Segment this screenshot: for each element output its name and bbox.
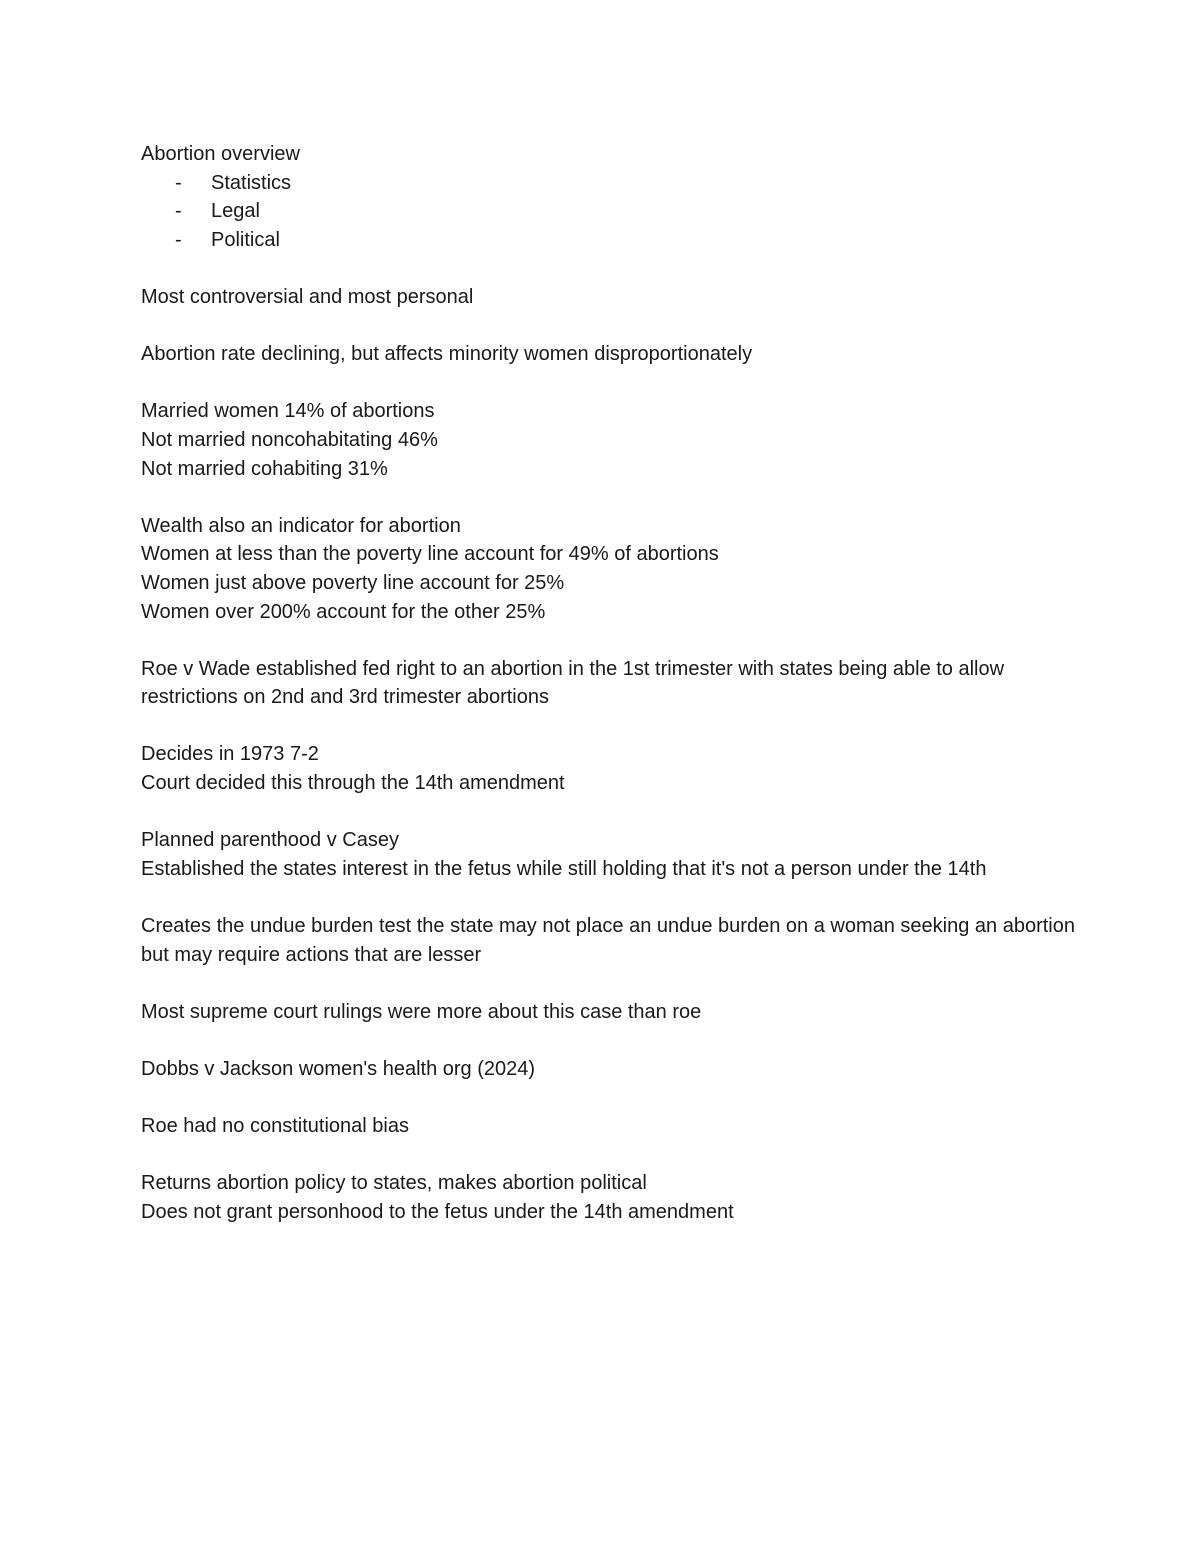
bullet-marker: - bbox=[175, 228, 182, 251]
paragraph-line: Planned parenthood v Casey bbox=[141, 829, 399, 852]
paragraph-line: Women just above poverty line account for 25% bbox=[141, 571, 565, 594]
paragraph-line: Not married cohabiting 31% bbox=[141, 457, 388, 480]
paragraph-line: Creates the undue burden test the state may not place an undue burden on a woman seeking an abortion but may require actions that are lesser bbox=[141, 915, 1081, 966]
paragraph-line: Returns abortion policy to states, makes abortion political bbox=[141, 1172, 647, 1195]
paragraph-line: Most supreme court rulings were more about this case than roe bbox=[141, 1000, 702, 1023]
paragraph-line: Established the states interest in the fetus while still holding that it's not a person under the 14th bbox=[141, 857, 987, 880]
paragraph-line: Dobbs v Jackson women's health org (2024) bbox=[141, 1058, 536, 1080]
paragraph-line: Abortion rate declining, but affects minority women disproportionately bbox=[141, 343, 753, 366]
bullet-marker: - bbox=[175, 200, 182, 223]
list-item-text: Political bbox=[211, 228, 280, 251]
paragraph-line: Does not grant personhood to the fetus under the 14th amendment bbox=[141, 1200, 734, 1223]
list-item bbox=[141, 226, 1081, 255]
paragraph-line: Court decided this through the 14th amendment bbox=[141, 772, 565, 795]
list-item-text: Statistics bbox=[211, 171, 292, 194]
document-page bbox=[141, 140, 1081, 1227]
list-item-text: Legal bbox=[211, 200, 260, 223]
paragraph-line: Roe had no constitutional bias bbox=[141, 1115, 409, 1138]
paragraph-line: Women over 200% account for the other 25% bbox=[141, 600, 546, 623]
list-item bbox=[141, 197, 1081, 226]
list-item bbox=[141, 169, 1081, 198]
document-title: Abortion overview bbox=[141, 143, 300, 165]
paragraph-line: Most controversial and most personal bbox=[141, 285, 474, 308]
paragraph-line: Married women 14% of abortions bbox=[141, 400, 435, 423]
topic-list bbox=[141, 169, 1081, 255]
paragraph-line: Not married noncohabitating 46% bbox=[141, 428, 438, 451]
paragraph-line: Women at less than the poverty line account for 49% of abortions bbox=[141, 543, 719, 566]
paragraph-line: Wealth also an indicator for abortion bbox=[141, 514, 461, 537]
paragraph-line: Decides in 1973 7-2 bbox=[141, 743, 319, 766]
bullet-marker: - bbox=[175, 171, 182, 194]
paragraph-line: Roe v Wade established fed right to an abortion in the 1st trimester with states being able to allow restrictions on 2nd and 3rd trimester abortions bbox=[141, 657, 1010, 709]
